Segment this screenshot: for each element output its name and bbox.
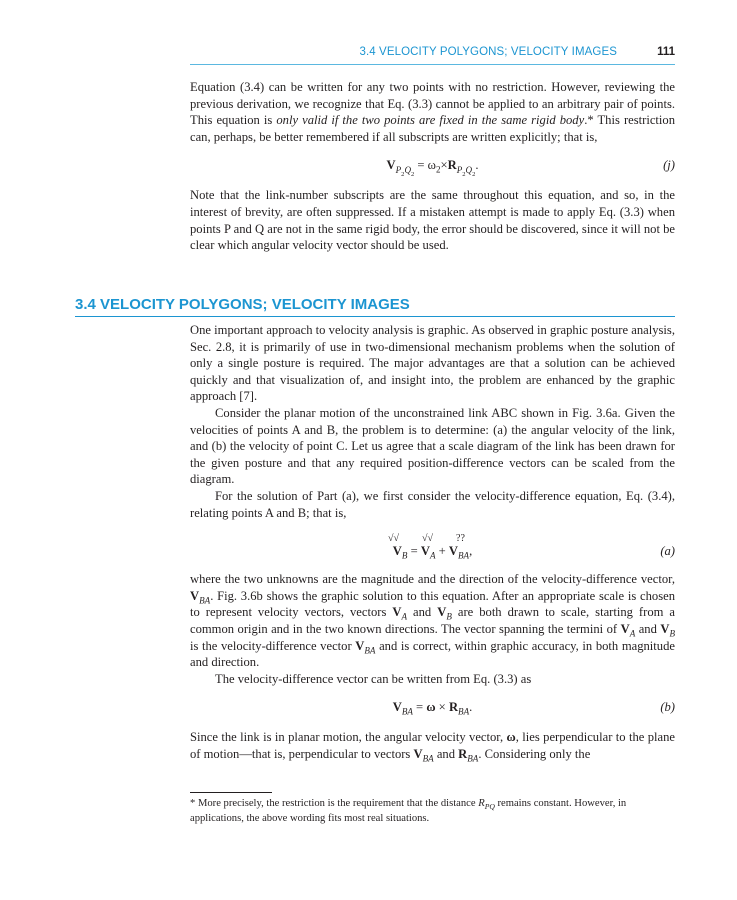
section-paragraph-1: One important approach to velocity analysis is graphic. As observed in graphic posture analysis, Sec. 2.8, it is primarily of use in two-dimensional mechanism problems when the solution of only a single posture is required. The major advantages are that a solution can be achieved quickly and that visualization of, and insight into, the problem are enhanced by the graphic approach [7]. xyxy=(190,323,675,404)
section-title: 3.4 VELOCITY POLYGONS; VELOCITY IMAGES xyxy=(75,296,410,313)
equation-j-label: (j) xyxy=(663,158,675,173)
equation-a-label: (a) xyxy=(660,544,675,559)
page-number: 111 xyxy=(657,46,675,58)
section-paragraph-4: where the two unknowns are the magnitude and the direction of the velocity-difference vector, $V_{BA}$. Fig. 3.6b shows the graphic solution to this equation. After an appropriate scale is chosen to represent velocity vectors, vectors $V_A$ and $V_B$ are both drawn to scale, starting from a common origin and in the two known directions. The vector spanning the termini of $V_A$ and $V_B$ is the velocity-difference vector $V_{BA}$ and is correct, within graphic accuracy, in both magnitude and direction. xyxy=(190,572,676,670)
section-body xyxy=(190,322,675,762)
section-paragraph-2: Consider the planar motion of the unconstrained link ABC shown in Fig. 3.6a. Given the velocities of points A and B, the problem is to determine: (a) the angular velocity of the link, and (b) the velocity of point C. Let us agree that a scale diagram of the link has been drawn for the given posture and that any required position-difference vectors can be scaled from the diagram. xyxy=(190,405,675,487)
section-paragraph-3: For the solution of Part (a), we first consider the velocity-difference equation, Eq. (3.4), relating points A and B; that is, xyxy=(190,488,675,520)
equation-j-body: $V_{P_2Q_2} = \omega_2\times R_{P_2Q_2}$. xyxy=(386,158,479,178)
equation-a-body: $V_B = V_A + V_{BA}$, xyxy=(392,544,473,561)
running-header xyxy=(190,44,675,65)
footnote: * More precisely, the restriction is the requirement that the distance $R_{PQ}$ remains constant. However, in applications, the above wording fits most real situations. xyxy=(190,798,627,824)
footnote-rule xyxy=(190,792,272,793)
equation-a-checkmarks xyxy=(190,531,675,543)
running-title: 3.4 VELOCITY POLYGONS; VELOCITY IMAGES xyxy=(359,46,617,58)
check-vba: ?? xyxy=(456,533,465,545)
equation-j xyxy=(190,157,675,178)
check-va: √√ xyxy=(422,533,433,545)
intro-paragraph-1: Equation (3.4) can be written for any two points with no restriction. However, reviewing the previous derivation, we recognize that Eq. (3.3) cannot be applied to an arbitrary pair of points. This equation is only valid if the two points are fixed in the same rigid body.* This restriction can, perhaps, be better remembered if all subscripts are written explicitly; that is, xyxy=(190,80,675,144)
equation-b-body: $V_{BA} = \omega \times R_{BA}$. xyxy=(392,700,473,717)
section-paragraph-5: The velocity-difference vector can be written from Eq. (3.3) as xyxy=(215,671,532,686)
section-paragraph-6: Since the link is in planar motion, the angular velocity vector, ω, lies perpendicular to the plane of motion—that is, perpendicular to vectors $V_{BA}$ and $R_{BA}$. Considering only the xyxy=(190,730,675,764)
equation-b xyxy=(190,699,675,717)
equation-a xyxy=(190,543,675,561)
check-vb: √√ xyxy=(388,533,399,545)
intro-paragraph-2: Note that the link-number subscripts are the same throughout this equation, and so, in the interest of brevity, are often suppressed. If a mistaken attempt is made to apply Eq. (3.3) when points P and Q are not in the same rigid body, the error should be discovered, since it will not be clear which angular velocity vector should be used. xyxy=(190,188,675,253)
intro-block xyxy=(190,79,675,254)
equation-b-label: (b) xyxy=(660,700,675,715)
section-heading xyxy=(75,296,675,317)
